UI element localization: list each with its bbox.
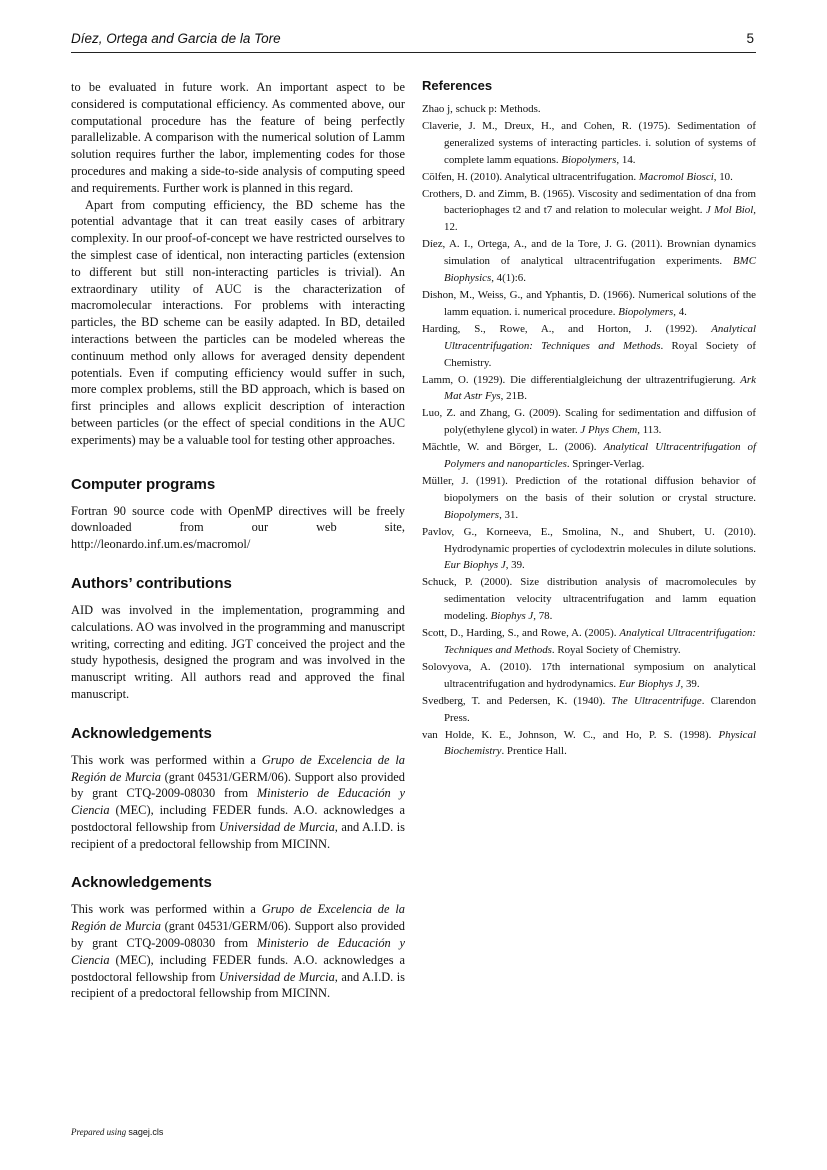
contributions-text: AID was involved in the implementation, programming and calculations. AO was involved in the programming and manuscript writing, correcting and editing. JGT conceived the project and the study hypothesis, designed the program and was involved in the manuscript writing. All authors read and approved the final manuscript. <box>71 602 405 701</box>
paragraph-continuation: to be evaluated in future work. An important aspect to be considered is computational efficiency. As commented above, our computational procedure has the feature of being perfectly parallelizable. A comparison with the numerical solution of Lamm solution requires further the labor, implementing codes for those procedures and making a side-to-side analysis of computing speed and requirements. Further work is planned in this regard. <box>71 80 405 195</box>
reference-item: Lamm, O. (1929). Die differentialgleichung der ultrazentrifugierung. Ark Mat Astr Fys, 21B. <box>422 373 756 403</box>
reference-item: van Holde, K. E., Johnson, W. C., and Ho, P. S. (1998). Physical Biochemistry. Prentice Hall. <box>422 728 756 758</box>
section-acknowledgements-1 <box>71 725 405 853</box>
reference-item: Harding, S., Rowe, A., and Horton, J. (1992). Analytical Ultracentrifugation: Techniques and Methods. Royal Society of Chemistry. <box>422 322 756 369</box>
page-number: 5 <box>746 31 754 46</box>
left-column <box>71 79 405 1002</box>
section-acknowledgements-2 <box>71 874 405 1002</box>
reference-item: Scott, D., Harding, S., and Rowe, A. (2005). Analytical Ultracentrifugation: Techniques and Methods. Royal Society of Chemistry. <box>422 627 756 656</box>
reference-item: Müller, J. (1991). Prediction of the rotational diffusion behavior of biopolymers on the basis of their solution or crystal structure. Biopolymers, 31. <box>422 474 756 521</box>
reference-item: Crothers, D. and Zimm, B. (1965). Viscosity and sedimentation of dna from bacteriophages t2 and t7 and relation to molecular weight. J Mol Biol, 12. <box>422 187 756 234</box>
acknowledgements-text: This work was performed within a Grupo de Excelencia de la Región de Murcia (grant 04531/GERM/06). Support also provided by grant CTQ-2009-08030 from Ministerio de Educación y Ciencia (MEC), including FEDER funds. A.O. acknowledges a postdoctoral fellowship from Universidad de Murcia, and A.I.D. is recipient of a predoctoral fellowship from MICINN. <box>71 752 405 851</box>
footer-prepared: Prepared using <box>71 1127 129 1137</box>
reference-list <box>422 101 756 760</box>
reference-item: Solovyova, A. (2010). 17th international symposium on analytical ultracentrifugation and hydrodynamics. Eur Biophys J, 39. <box>422 660 756 690</box>
heading-authors-contributions: Authors’ contributions <box>71 574 232 592</box>
footer <box>71 1127 163 1137</box>
reference-item: Zhao j, schuck p: Methods. <box>422 103 541 115</box>
references-column <box>422 79 756 760</box>
paragraph-bd-advantage: Apart from computing efficiency, the BD scheme has the potential advantage that it can treat easily cases of arbitrary complexity. In our proof-of-concept we have restricted ourselves to the simplest case of identical, non interacting particles (extension to different but still non-interacting particles is trivial). An extraordinary utility of AUC is the characterization of macromolecular interactions. For problems with interacting particles, the BD scheme can be easily adapted. In BD, detailed interactions between the particles can be modeled whereas the continuum method only allows for averaged density dependent potentials. Even if computing efficiency would suffer in such, more complex problems, still the BD approach, which is based on first principles and allows explicit description of interaction between particles (or the effect of special conditions in the AUC experiments) may be a valuable tool for testing other approaches. <box>71 197 405 447</box>
reference-item: Cölfen, H. (2010). Analytical ultracentrifugation. Macromol Biosci, 10. <box>422 170 733 183</box>
heading-acknowledgements: Acknowledgements <box>71 874 212 892</box>
reference-item: Dishon, M., Weiss, G., and Yphantis, D. (1966). Numerical solutions of the lamm equation. i. numerical procedure. Biopolymers, 4. <box>422 288 756 318</box>
reference-item: Luo, Z. and Zhang, G. (2009). Scaling for sedimentation and diffusion of poly(ethylene glycol) in water. J Phys Chem, 113. <box>422 407 756 437</box>
section-authors-contributions <box>71 575 405 703</box>
footer-class-file: sagej.cls <box>128 1127 164 1137</box>
reference-item: Díez, A. I., Ortega, A., and de la Tore, J. G. (2011). Brownian dynamics simulation of analytical ultracentrifugation experiments. BMC Biophysics, 4(1):6. <box>422 238 756 285</box>
heading-acknowledgements: Acknowledgements <box>71 724 212 742</box>
programs-text: Fortran 90 source code with OpenMP directives will be freely downloaded from our web site, http://leonardo.inf.um.es/macromol/ <box>71 503 405 552</box>
reference-item: Schuck, P. (2000). Size distribution analysis of macromolecules by sedimentation velocity ultracentrifugation and lamm equation modeling. Biophys J, 78. <box>422 576 756 623</box>
reference-item: Svedberg, T. and Pedersen, K. (1940). The Ultracentrifuge. Clarendon Press. <box>422 694 757 724</box>
references-heading: References <box>422 78 493 93</box>
heading-computer-programs: Computer programs <box>71 475 216 493</box>
running-header <box>71 30 756 53</box>
reference-item: Pavlov, G., Korneeva, E., Smolina, N., and Shubert, U. (2010). Hydrodynamic properties of cyclodextrin molecules in dilute solutions. Eur Biophys J, 39. <box>422 525 756 572</box>
acknowledgements-text: This work was performed within a Grupo de Excelencia de la Región de Murcia (grant 04531/GERM/06). Support also provided by grant CTQ-2009-08030 from Ministerio de Educación y Ciencia (MEC), including FEDER funds. A.O. acknowledges a postdoctoral fellowship from Universidad de Murcia, and A.I.D. is recipient of a predoctoral fellowship from MICINN. <box>71 902 405 1001</box>
section-computer-programs <box>71 476 405 553</box>
reference-item: Claverie, J. M., Dreux, H., and Cohen, R. (1975). Sedimentation of generalized systems of interacting particles. i. solution of systems of complete lamm equations. Biopolymers, 14. <box>422 119 756 166</box>
reference-item: Mächtle, W. and Börger, L. (2006). Analytical Ultracentrifugation of Polymers and nanoparticles. Springer-Verlag. <box>422 441 757 471</box>
header-authors: Díez, Ortega and Garcia de la Tore <box>71 31 281 46</box>
